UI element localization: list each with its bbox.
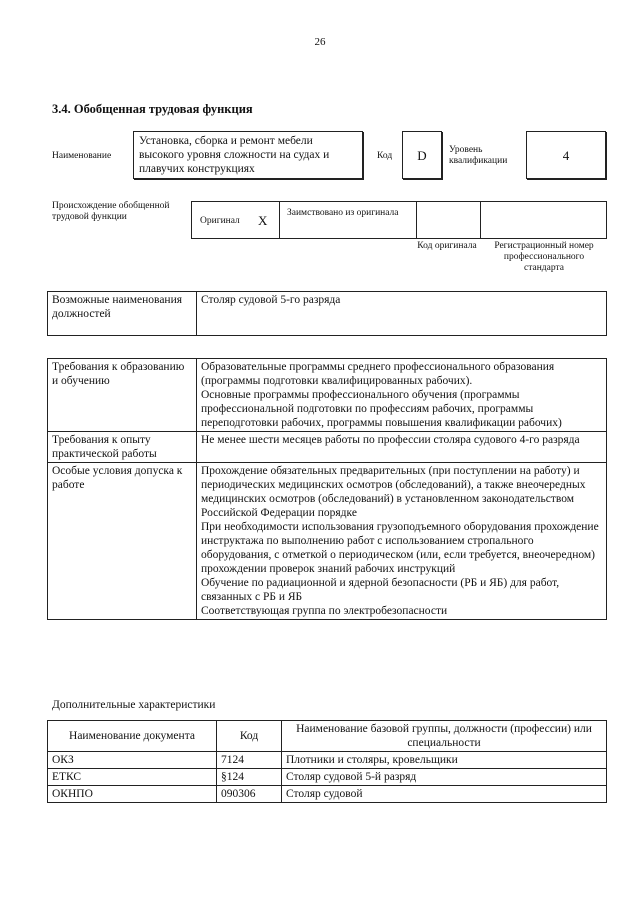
code-label: Код: [377, 151, 393, 161]
divider: [416, 201, 417, 239]
name-value: Установка, сборка и ремонт мебели высокого уровня сложности на судах и плавучих конструкциях: [133, 131, 363, 179]
section-title: 3.4. Обобщенная трудовая функция: [52, 102, 253, 116]
table-row: [48, 769, 607, 786]
page-number: 26: [314, 36, 326, 48]
additional-table: [47, 720, 607, 803]
name-label: Наименование: [52, 151, 112, 161]
table-cell: ЕТКС: [48, 769, 217, 786]
column-header: Код: [217, 721, 282, 752]
req-line: Не менее шести месяцев работы по профессии столяра судового 4-го разряда: [201, 434, 580, 446]
original-mark: X: [258, 213, 268, 228]
code-value: D: [402, 131, 442, 179]
positions-value: Столяр судовой 5-го разряда: [197, 292, 607, 336]
requirements-table: [47, 358, 607, 620]
req-line: Образовательные программы среднего профессионального образования (программы подготовки квалифицированных рабочих).: [201, 361, 555, 387]
borrowed-label: Заимствовано из оригинала: [287, 208, 399, 218]
req-line: Обучение по радиационной и ядерной безопасности (РБ и ЯБ) для работ, связанных с РБ и ЯБ: [201, 577, 560, 603]
table-row: [48, 432, 607, 463]
table-cell: ОКНПО: [48, 786, 217, 803]
positions-table: [47, 291, 607, 336]
req-line: Основные программы профессионального обучения (программы профессиональной подготовки по профессиям рабочих, программы переподготовки рабочих, программы повышения квалификации рабочих): [201, 389, 562, 429]
table-row: [48, 786, 607, 803]
divider: [480, 201, 481, 239]
req-line: При необходимости использования грузоподъемного оборудования прохождение инструктажа по выполнению работ с использованием стропального оборудования, с отметкой о периодическом (или, если требуется, внеочередном) прохождении проверок знаний рабочих инструкций: [201, 521, 599, 575]
divider: [279, 201, 280, 239]
table-cell: Столяр судовой: [282, 786, 607, 803]
origin-row: [191, 201, 607, 239]
table-cell: §124: [217, 769, 282, 786]
req-line: Соответствующая группа по электробезопасности: [201, 605, 448, 617]
req-label: Требования к опыту практической работы: [48, 432, 197, 463]
code-original-label: Код оригинала: [417, 241, 477, 251]
level-label: Уровень квалификации: [449, 145, 508, 166]
table-header-row: [48, 721, 607, 752]
positions-label: Возможные наименования должностей: [48, 292, 197, 336]
req-label: Особые условия допуска к работе: [48, 463, 197, 620]
table-cell: ОКЗ: [48, 752, 217, 769]
additional-title: Дополнительные характеристики: [52, 699, 216, 711]
column-header: Наименование базовой группы, должности (профессии) или специальности: [282, 721, 607, 752]
column-header: Наименование документа: [48, 721, 217, 752]
table-cell: Плотники и столяры, кровельщики: [282, 752, 607, 769]
table-cell: Столяр судовой 5-й разряд: [282, 769, 607, 786]
table-row: [48, 359, 607, 432]
original-label: Оригинал: [200, 216, 240, 226]
table-cell: 090306: [217, 786, 282, 803]
req-label: Требования к образованию и обучению: [48, 359, 197, 432]
level-value: 4: [526, 131, 606, 179]
table-row: [48, 463, 607, 620]
origin-label: Происхождение обобщенной трудовой функции: [52, 201, 170, 222]
table-row: [48, 752, 607, 769]
table-cell: 7124: [217, 752, 282, 769]
reg-number-label: Регистрационный номер профессионального стандарта: [494, 241, 594, 273]
req-line: Прохождение обязательных предварительных (при поступлении на работу) и периодических медицинских осмотров (обследований), а также внеочередных медицинских осмотров (обследований) в установленном законодательством Российской Федерации порядке: [201, 465, 586, 519]
